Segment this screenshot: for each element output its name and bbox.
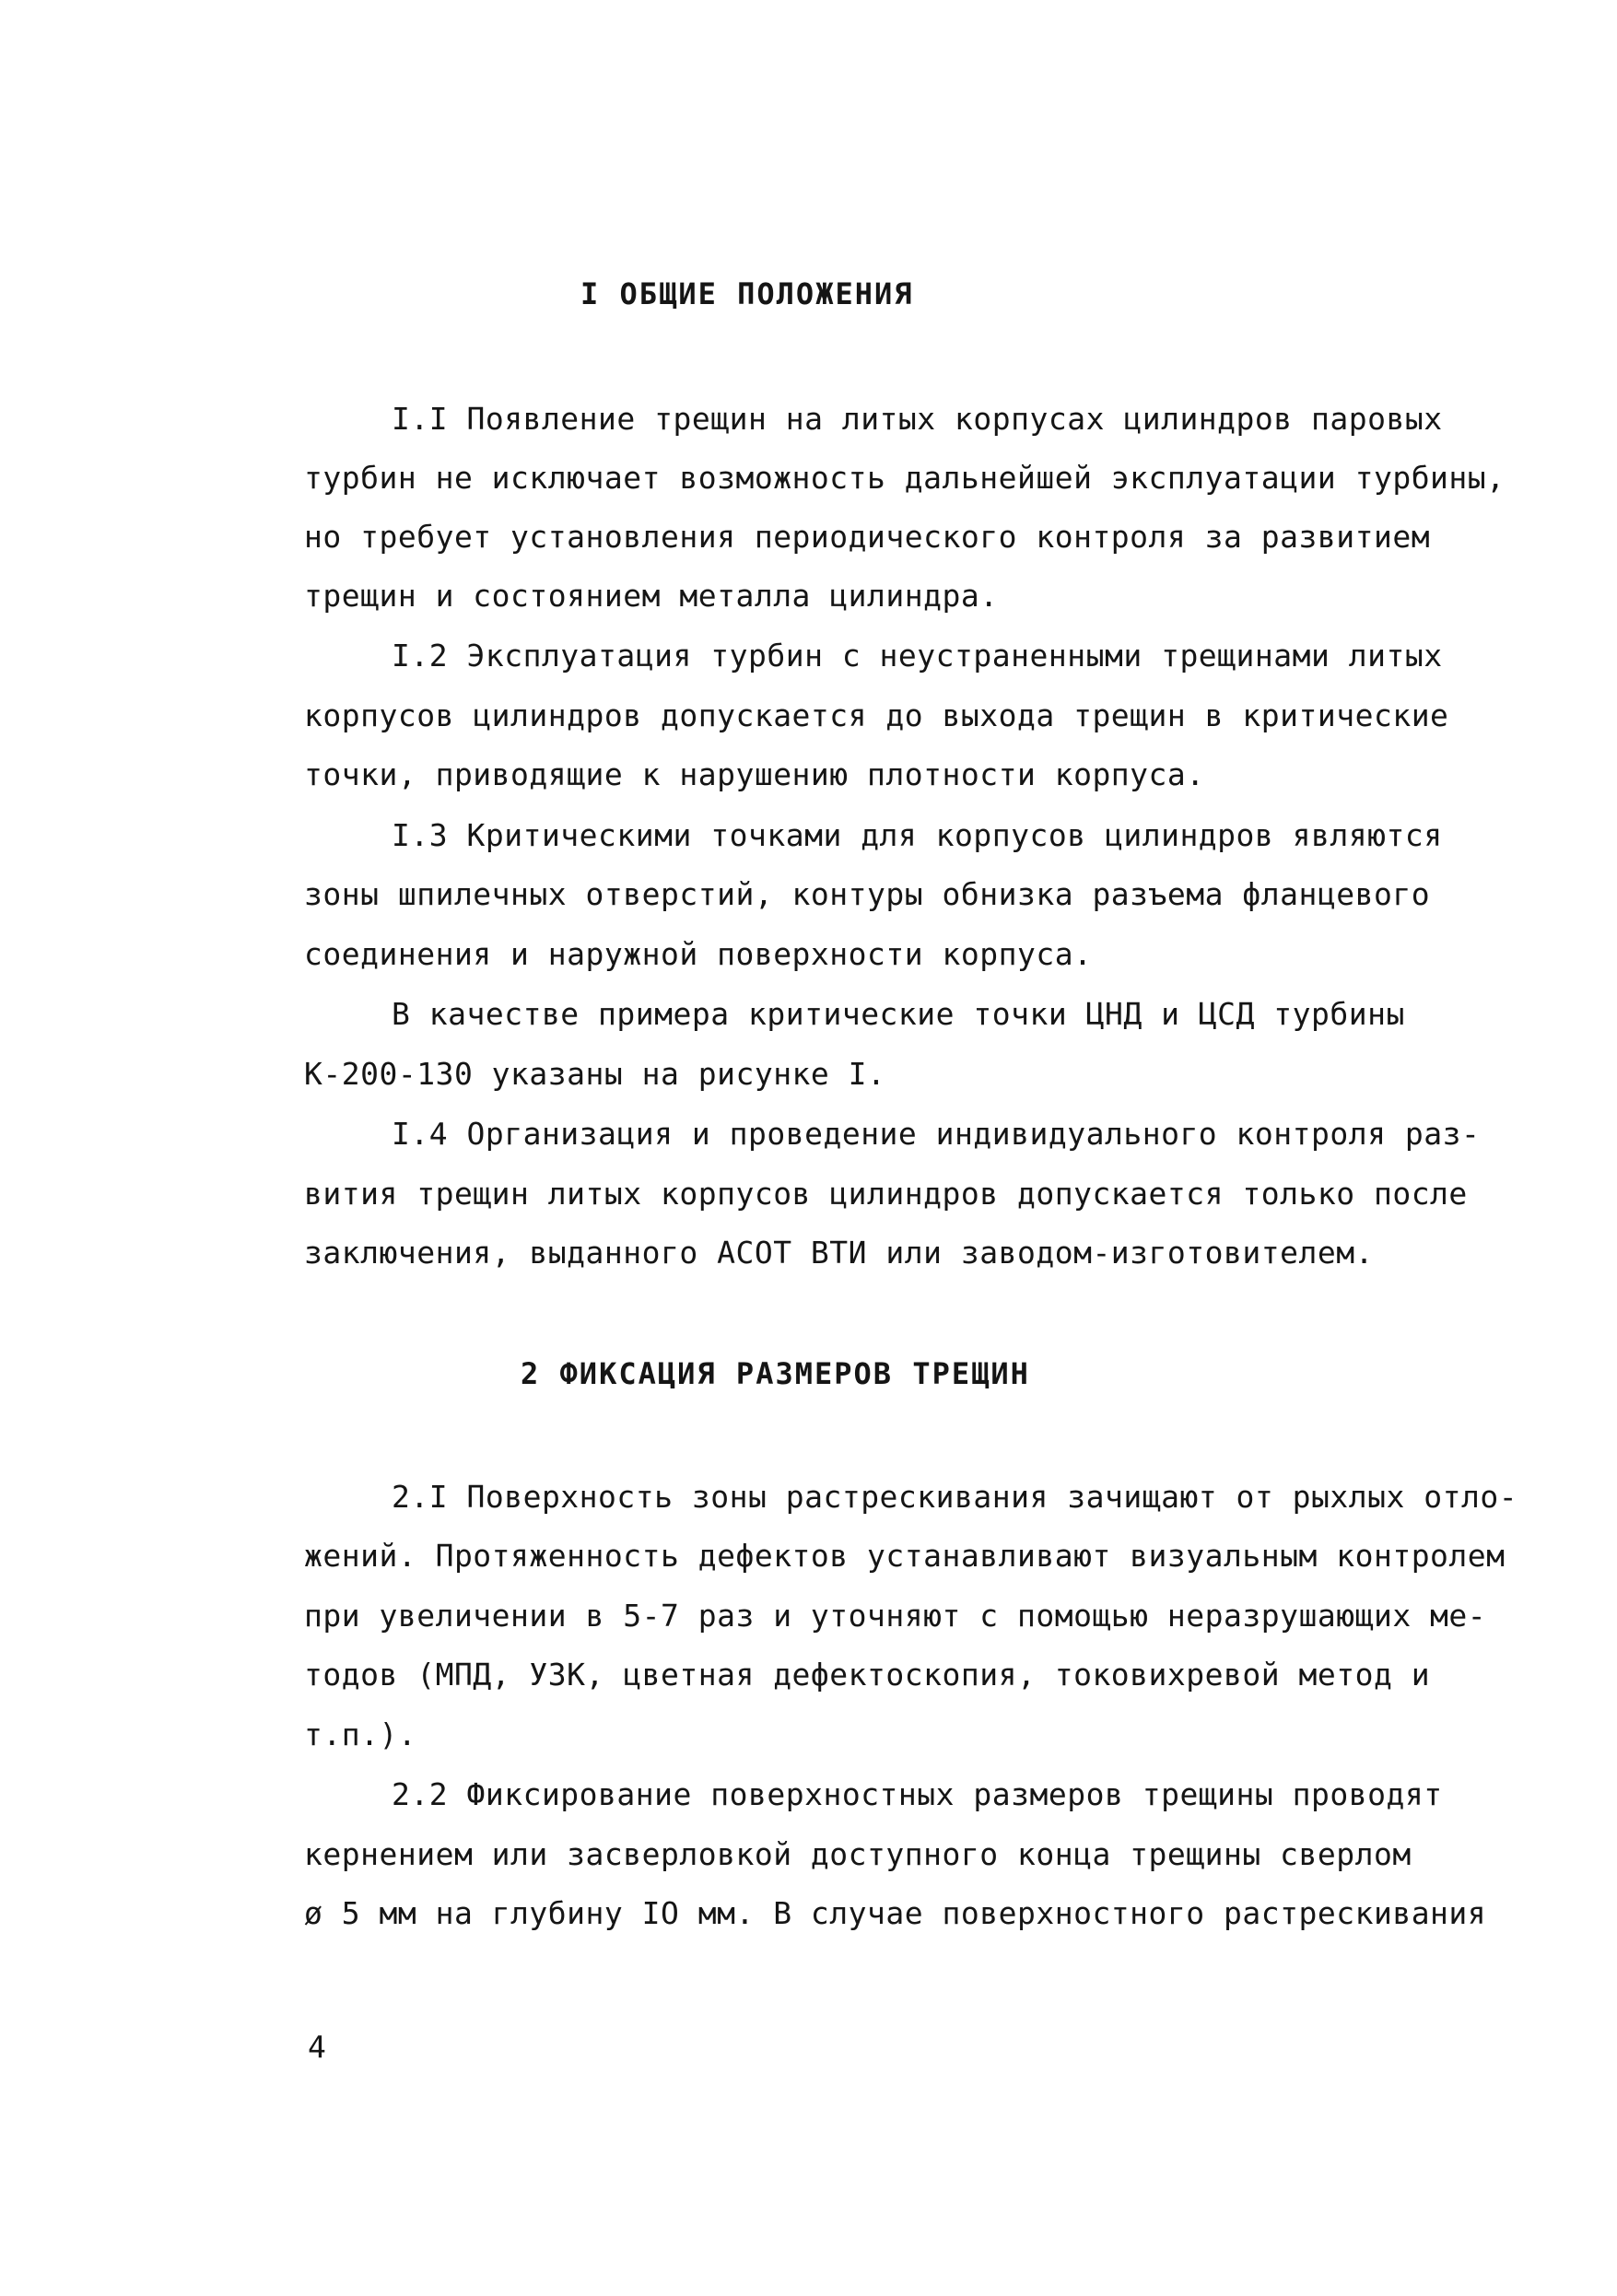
section-2-line-1: 2.I Поверхность зоны растрескивания зачищают от рыхлых отло- <box>392 1479 1518 1515</box>
section-2-line-6: 2.2 Фиксирование поверхностных размеров трещины проводят <box>392 1776 1443 1812</box>
section-1-line-9: зоны шпилечных отверстий, контуры обнизка разъема фланцевого <box>304 876 1431 912</box>
section-1-line-14: вития трещин литых корпусов цилиндров допускается только после <box>304 1176 1468 1212</box>
section-2-line-5: т.п.). <box>304 1716 417 1752</box>
section-2-line-7: кернением или засверловкой доступного конца трещины сверлом <box>304 1836 1412 1872</box>
section-1-line-1: I.I Появление трещин на литых корпусах цилиндров паровых <box>392 401 1443 437</box>
section-2-heading: 2 ФИКСАЦИЯ РАЗМЕРОВ ТРЕЩИН <box>521 1356 1030 1391</box>
section-2-line-2: жений. Протяженность дефектов устанавливают визуальным контролем <box>304 1538 1506 1574</box>
section-1-line-13: I.4 Организация и проведение индивидуального контроля раз- <box>392 1116 1481 1152</box>
section-1-line-15: заключения, выданного АСОТ ВТИ или заводом-изготовителем. <box>304 1235 1374 1271</box>
section-1-line-2: турбин не исключает возможность дальнейшей эксплуатации турбины, <box>304 460 1506 496</box>
page-number: 4 <box>308 2029 326 2065</box>
section-1-line-8: I.3 Критическими точками для корпусов цилиндров являются <box>392 817 1443 853</box>
section-1-line-7: точки, приводящие к нарушению плотности корпуса. <box>304 756 1205 792</box>
section-1-line-4: трещин и состоянием металла цилиндра. <box>304 578 999 614</box>
section-2-line-8: ø 5 мм на глубину IO мм. В случае поверхностного растрескивания <box>304 1895 1487 1931</box>
section-1-line-12: К-200-130 указаны на рисунке I. <box>304 1056 886 1092</box>
section-1-line-11: В качестве примера критические точки ЦНД и ЦСД турбины <box>392 996 1405 1032</box>
section-1-line-5: I.2 Эксплуатация турбин с неустраненными трещинами литых <box>392 638 1443 674</box>
section-1-line-10: соединения и наружной поверхности корпуса. <box>304 936 1093 972</box>
section-1-line-3: но требует установления периодического контроля за развитием <box>304 519 1431 555</box>
section-1-heading: I ОБЩИЕ ПОЛОЖЕНИЯ <box>580 276 914 311</box>
section-2-line-3: при увеличении в 5-7 раз и уточняют с помощью неразрушающих ме- <box>304 1598 1487 1634</box>
section-2-line-4: тодов (МПД, УЗК, цветная дефектоскопия, токовихревой метод и <box>304 1657 1431 1693</box>
section-1-line-6: корпусов цилиндров допускается до выхода трещин в критические <box>304 697 1449 733</box>
